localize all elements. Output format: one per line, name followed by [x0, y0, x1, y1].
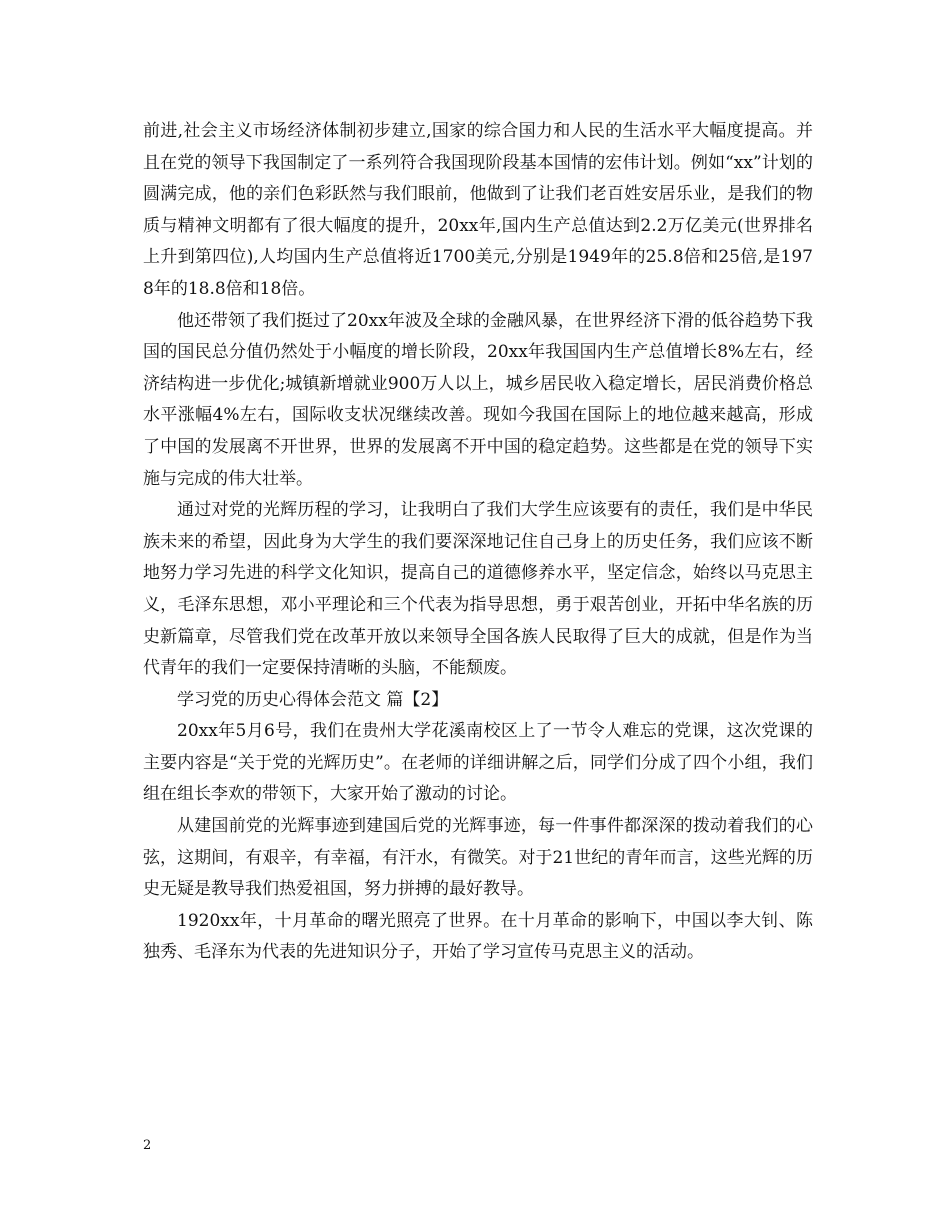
paragraph — [143, 716, 813, 811]
document-body — [143, 116, 813, 969]
paragraph — [143, 906, 813, 969]
text-line: 我们的心弦，这期间，有艰辛，有幸福，有汗水，有微笑。对于21世纪的青年而 — [143, 816, 814, 868]
text-line: 增长8%左右，经济结构进一步优化;城镇新增就业900万人以上，城乡居民收入稳 — [143, 342, 813, 394]
text-line: 是中华民族未来的希望，因此身为大学生的我们要深深地记住自己身上的历史任 — [143, 500, 814, 552]
text-line: 趋势下我国的国民总分值仍然处于小幅度的增长阶段，20xx年我国国内生产总值 — [143, 310, 814, 363]
text-line: 他还带领了我们挺过了20xx年波及全球的金融风暴，在世界经济下滑的低谷 — [177, 310, 745, 331]
text-line: 从建国前党的光辉事迹到建国后党的光辉事迹，每一件事件都深深的拨动着 — [177, 816, 745, 837]
text-line: 百姓安居乐业，是我们的物质与精神文明都有了很大幅度的提升，20xx年,国内生 — [143, 184, 814, 236]
text-line: 元,分别是1949年的25.8倍和25倍,是1978年的18.8倍和18倍。 — [143, 247, 813, 299]
paragraph — [143, 306, 813, 496]
text-line: 成了四个小组，我们组在组长李欢的带领下，大家开始了激动的讨论。 — [143, 752, 813, 805]
text-line: 20xx年5月6号，我们在贵州大学花溪南校区上了一节令人难忘的党课，这 — [177, 721, 744, 742]
text-line: 通过对党的光辉历程的学习，让我明白了我们大学生应该要有的责任，我们 — [177, 500, 745, 521]
page-number: 2 — [143, 1138, 152, 1153]
text-line: 务，我们应该不断地努力学习先进的科学文化知识，提高自己的道德修养水平， — [143, 531, 814, 584]
paragraph — [143, 495, 813, 685]
text-line: 不能颓废。 — [432, 658, 517, 679]
text-line: 提高。并且在党的领导下我国制定了一系列符合我国现阶段基本国情的宏伟计划。 — [143, 121, 813, 173]
text-line: 在国际上的地位越来越高，形成了中国的发展离不开世界，世界的发展离不开中 — [143, 405, 814, 457]
paragraph — [143, 811, 813, 906]
text-line: 产总值达到2.2万亿美元(世界排名上升到第四位),人均国内生产总值将近1700美 — [143, 215, 813, 268]
text-line: 例如“xx”计划的圆满完成，他的亲们色彩跃然与我们眼前，他做到了让我们老 — [143, 152, 814, 205]
paragraph — [143, 116, 813, 306]
text-line: 前进,社会主义市场经济体制初步建立,国家的综合国力和人民的生活水平大幅度 — [143, 121, 744, 141]
text-line: 钊、陈独秀、毛泽东为代表的先进知识分子，开始了学习宣传马克思主义的活动。 — [143, 910, 814, 963]
paragraph — [143, 685, 813, 717]
text-line: 次党课的主要内容是“关于党的光辉历史”。在老师的详细讲解之后，同学们分 — [143, 721, 814, 773]
text-line: 国的稳定趋势。这些都是在党的领导下实施与完成的伟大壮举。 — [143, 436, 814, 489]
text-line: 国各族人民取得了巨大的成就，但是作为当代青年的我们一定要保持清晰的头脑， — [143, 626, 814, 679]
text-line: 学习党的历史心得体会范文 篇【2】 — [177, 689, 449, 710]
text-line: 定增长，居民消费价格总水平涨幅4%左右，国际收支状况继续改善。现如今我国 — [143, 373, 813, 426]
text-line: 言，这些光辉的历史无疑是教导我们热爱祖国，努力拼搏的最好教导。 — [143, 847, 813, 900]
text-line: 勇于艰苦创业，开拓中华名族的历史新篇章，尽管我们党在改革开放以来领导全 — [143, 594, 814, 647]
text-line: 1920xx年，十月革命的曙光照亮了世界。在十月革命的影响下，中国以李大 — [177, 910, 762, 931]
text-line: 坚定信念，始终以马克思主义，毛泽东思想，邓小平理论和三个代表为指导思想， — [143, 563, 814, 615]
